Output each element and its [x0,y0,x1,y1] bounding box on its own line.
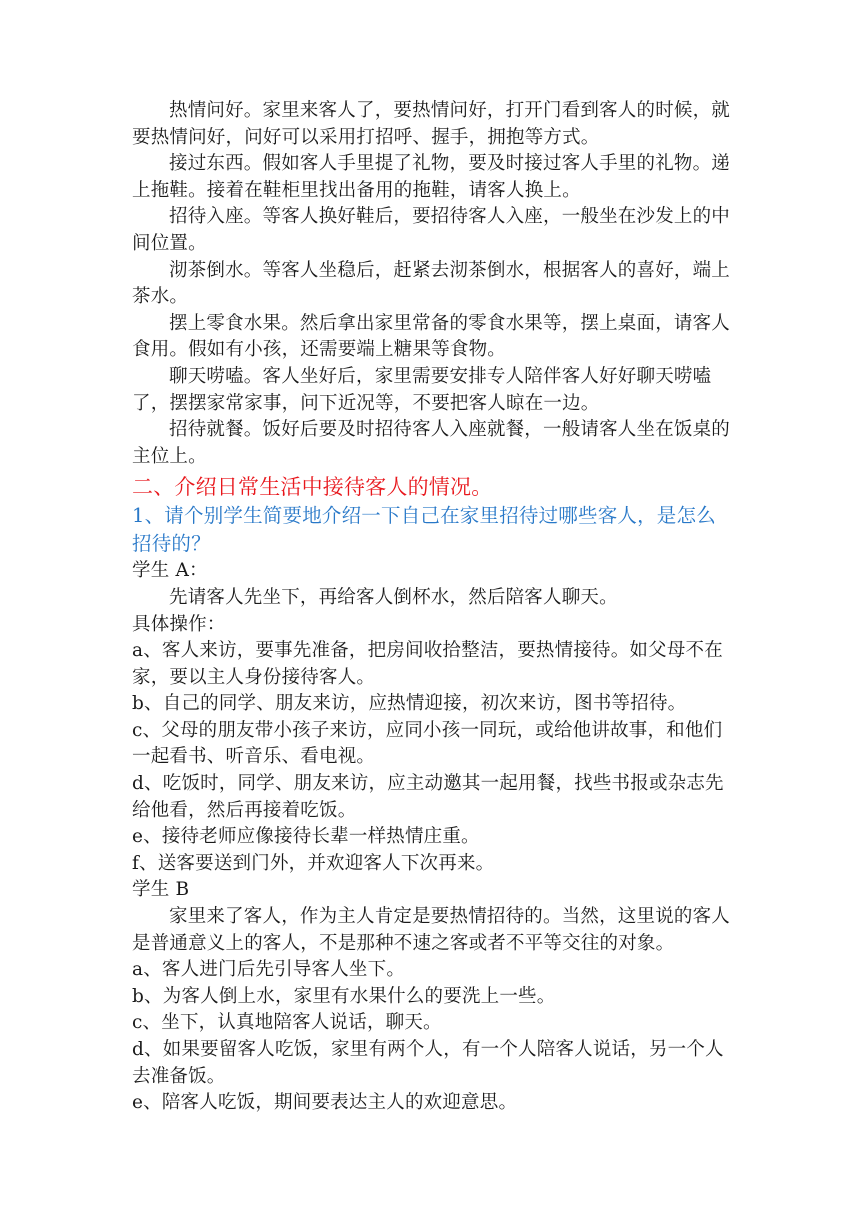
student-a-label: 学生 A： [132,560,208,582]
paragraph-greeting: 热情问好。家里来客人了，要热情问好，打开门看到客人的时候，就要热情问好，问好可以采用打招呼、握手，拥抱等方式。 [132,100,731,148]
student-b-label: 学生 B [132,879,190,901]
list-item: d、如果要留客人吃饭，家里有两个人，有一个人陪客人说话，另一个人去准备饭。 [132,1039,724,1087]
student-a-ops-label: 具体操作： [132,613,226,635]
document-page [132,98,732,1117]
list-item: e、接待老师应像接待长辈一样热情庄重。 [132,826,480,848]
list-item: e、陪客人吃饭，期间要表达主人的欢迎意思。 [132,1092,518,1114]
paragraph-seating: 招待入座。等客人换好鞋后，要招待客人入座，一般坐在沙发上的中间位置。 [132,206,731,254]
paragraph-take-items: 接过东西。假如客人手里提了礼物，要及时接过客人手里的礼物。递上拖鞋。接着在鞋柜里找出备用的拖鞋，请客人换上。 [132,153,731,201]
list-item: b、为客人倒上水，家里有水果什么的要洗上一些。 [132,985,556,1007]
list-item: c、坐下，认真地陪客人说话，聊天。 [132,1012,442,1034]
student-a-intro: 先请客人先坐下，再给客人倒杯水，然后陪客人聊天。 [169,586,618,608]
list-item: c、父母的朋友带小孩子来访，应同小孩一同玩，或给他讲故事，和他们一起看书、听音乐、看电视。 [132,719,723,768]
list-item: f、送客要送到门外，并欢迎客人下次再来。 [132,852,495,874]
paragraph-dining: 招待就餐。饭好后要及时招待客人入座就餐，一般请客人坐在饭桌的主位上。 [132,419,731,467]
section-heading: 二、介绍日常生活中接待客人的情况。 [132,475,493,500]
question-heading: 1、请个别学生简要地介绍一下自己在家里招待过哪些客人，是怎么招待的？ [132,504,716,556]
paragraph-snacks: 摆上零食水果。然后拿出家里常备的零食水果等，摆上桌面，请客人食用。假如有小孩，还需要端上糖果等食物。 [132,312,731,361]
list-item: a、客人进门后先引导客人坐下。 [132,959,406,981]
student-b-intro: 家里来了客人，作为主人肯定是要热情招待的。当然，这里说的客人是普通意义上的客人，不是那种不速之客或者不平等交往的对象。 [132,906,731,954]
list-item: d、吃饭时，同学、朋友来访，应主动邀其一起用餐，找些书报或杂志先给他看，然后再接着吃饭。 [132,773,724,821]
paragraph-tea: 沏茶倒水。等客人坐稳后，赶紧去沏茶倒水，根据客人的喜好，端上茶水。 [132,259,731,308]
list-item: a、客人来访，要事先准备，把房间收拾整洁，要热情接待。如父母不在家，要以主人身份接待客人。 [132,640,723,688]
list-item: b、自己的同学、朋友来访，应热情迎接，初次来访，图书等招待。 [132,693,687,715]
paragraph-chat: 聊天唠嗑。客人坐好后，家里需要安排专人陪伴客人好好聊天唠嗑了，摆摆家常家事，问下近况等，不要把客人晾在一边。 [132,365,712,414]
